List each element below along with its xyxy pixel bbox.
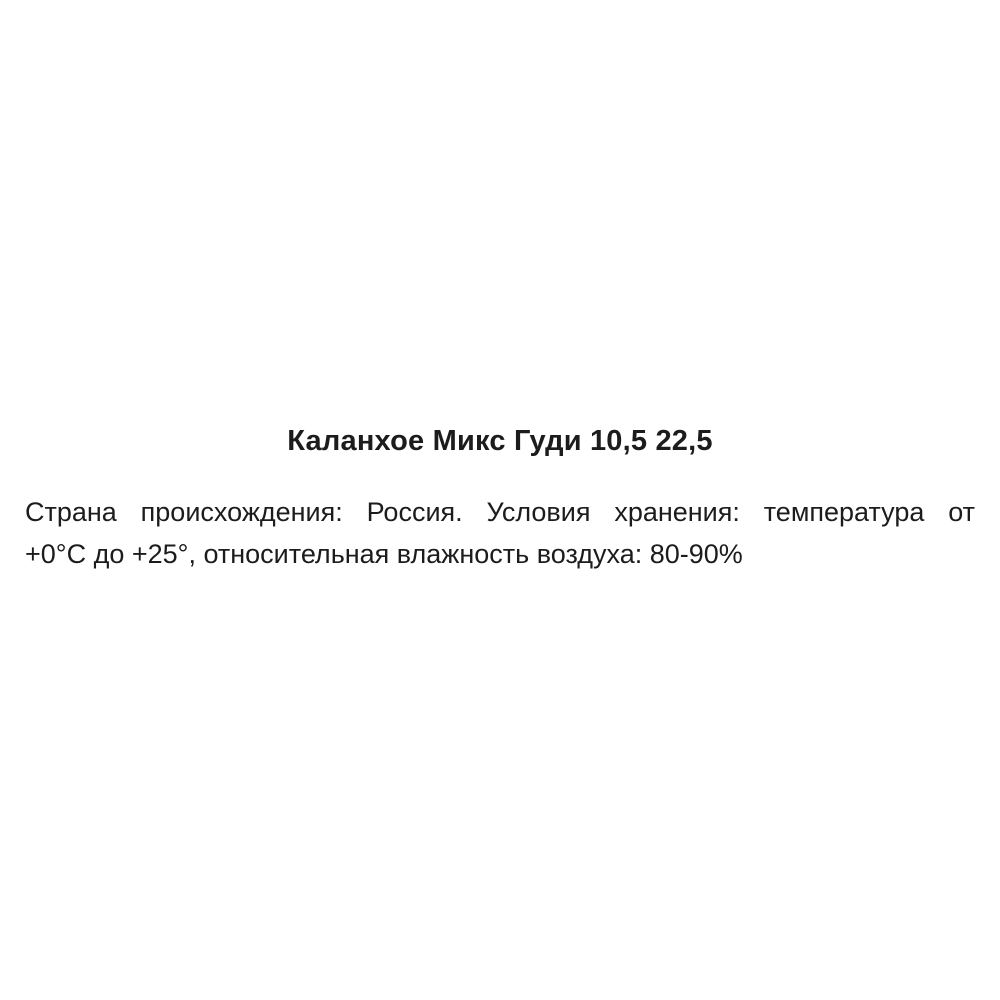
description-line-1: Страна происхождения: Россия. Условия хранения: температура от [25, 497, 975, 527]
description-line-2: +0°С до +25°, относительная влажность воздуха: 80-90% [25, 539, 743, 569]
product-description [25, 491, 975, 575]
product-title: Каланхое Микс Гуди 10,5 22,5 [287, 425, 713, 457]
